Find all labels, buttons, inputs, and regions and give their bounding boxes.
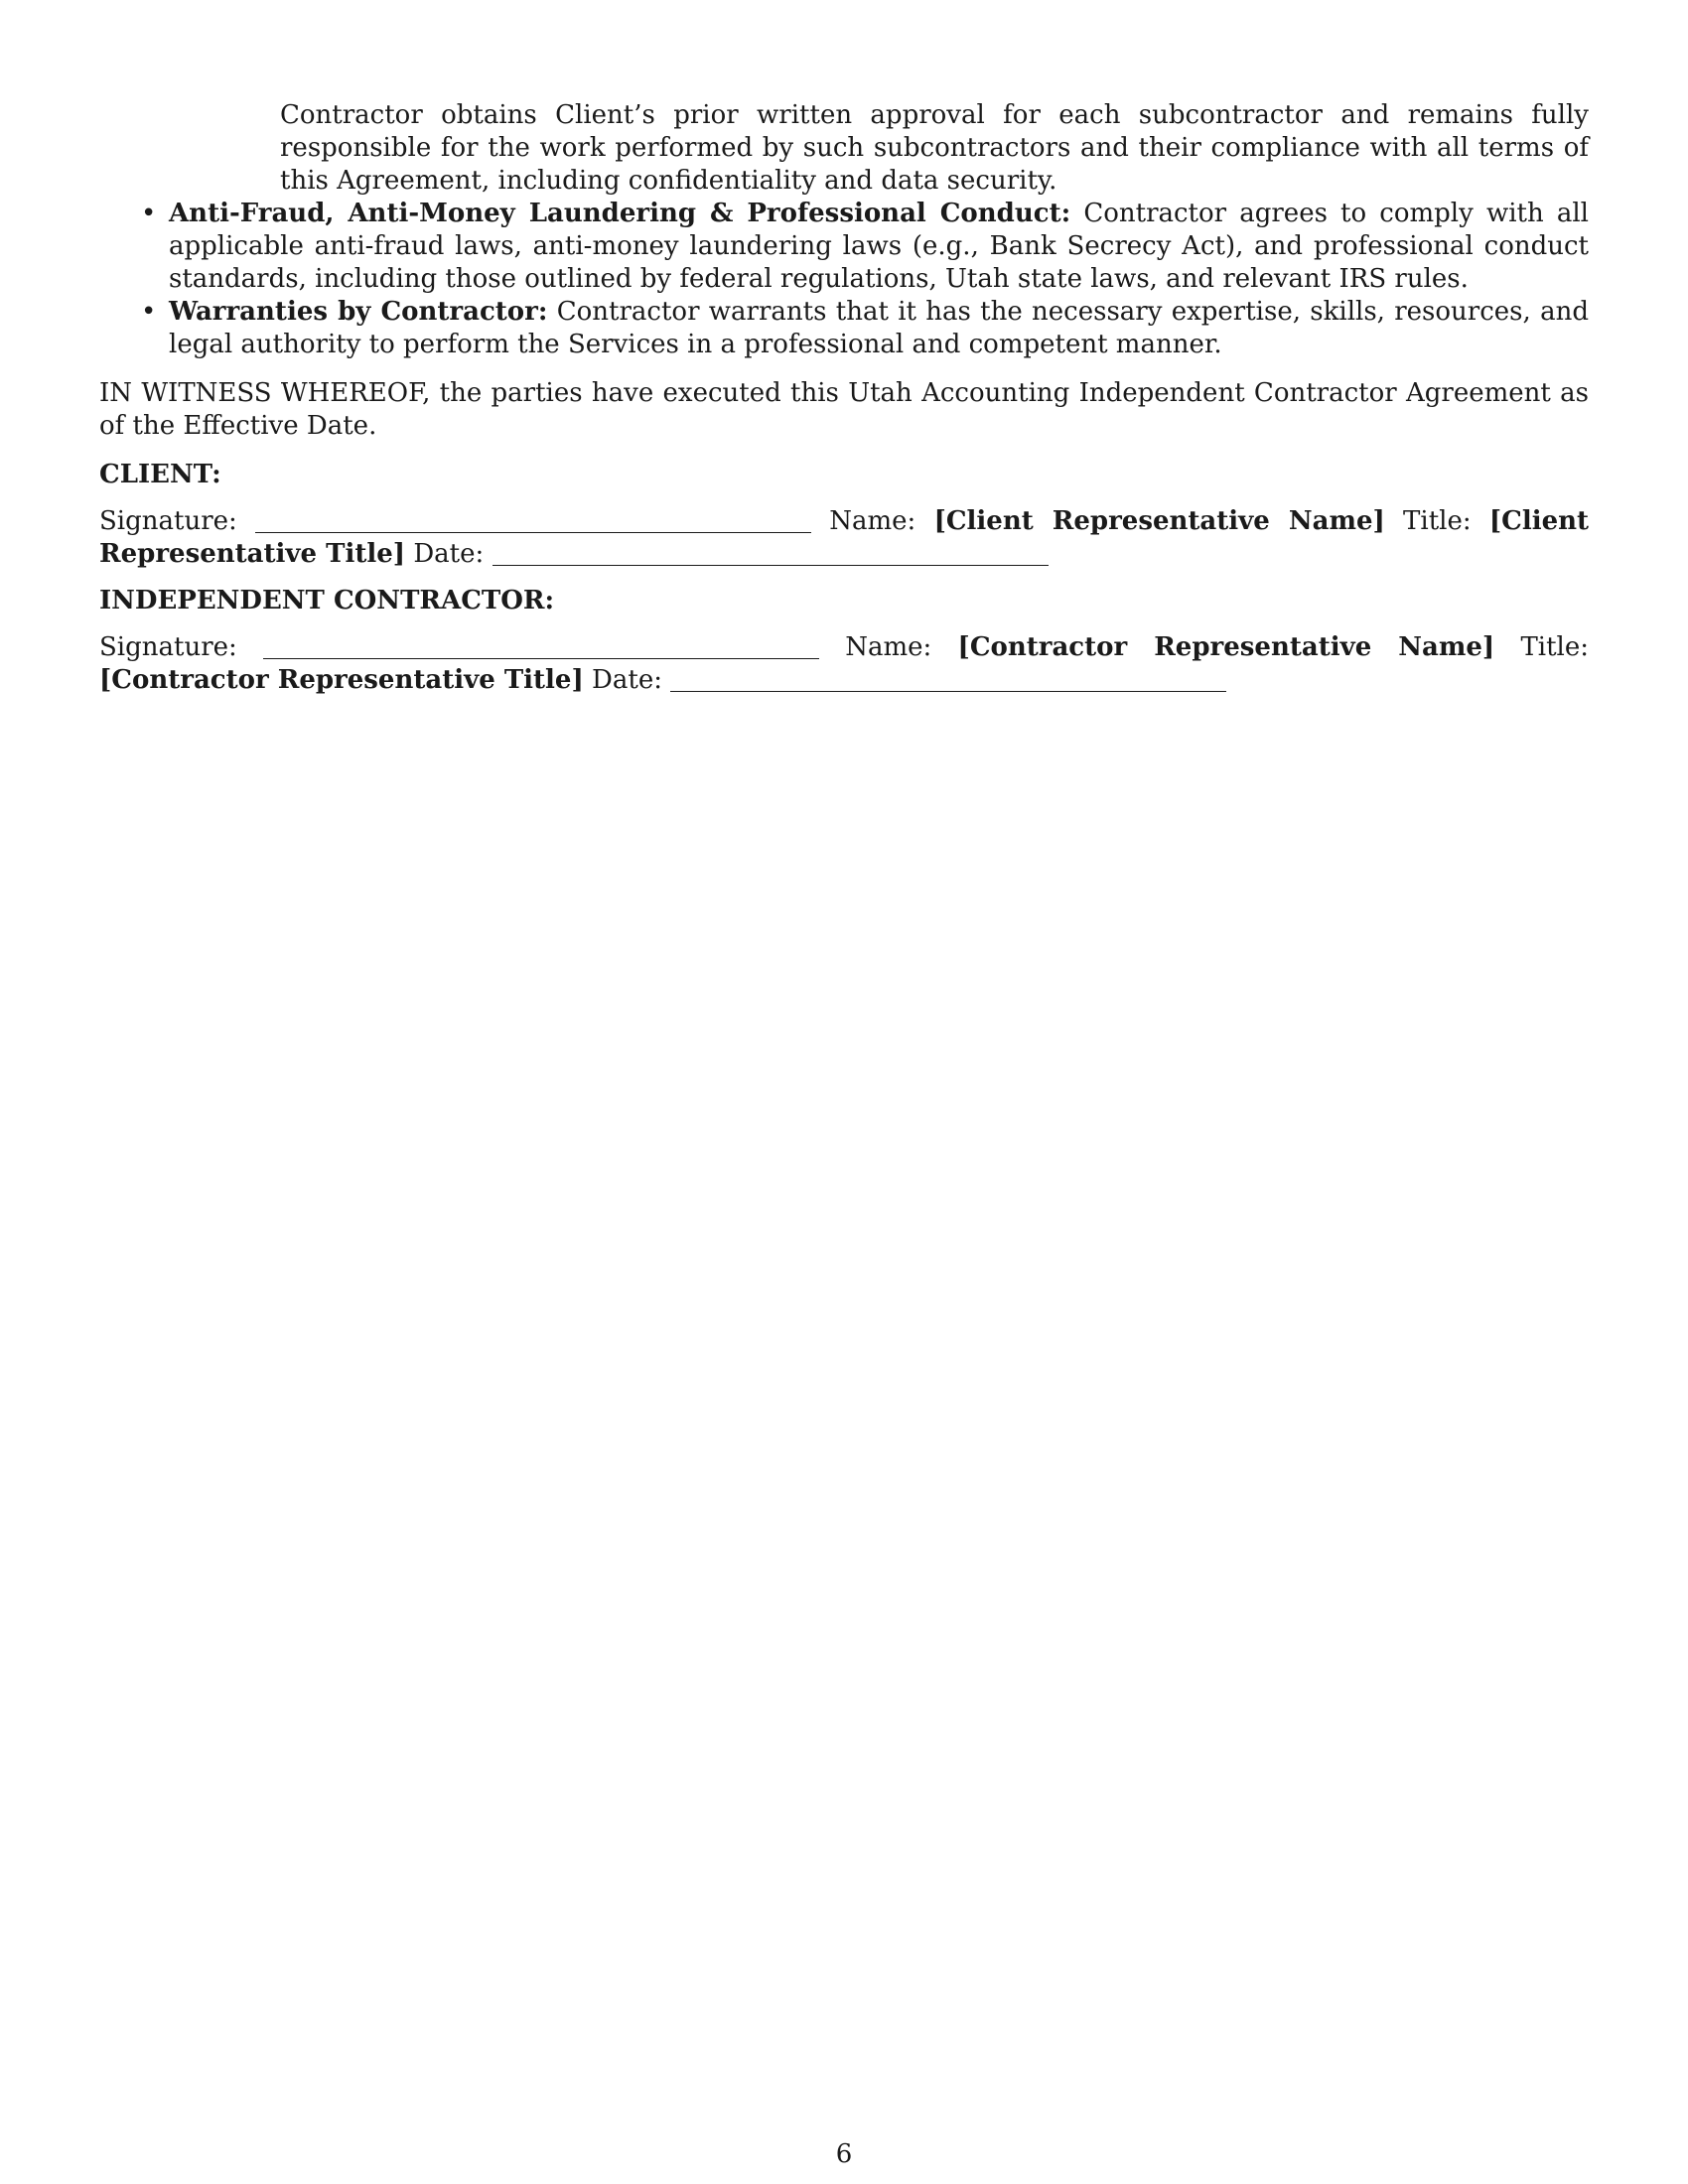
name-label: Name: [829,506,916,536]
client-heading: CLIENT: [99,460,221,489]
signature-label: Signature: [99,632,237,662]
signature-label: Signature: [99,506,237,536]
title-label: Title: [1520,632,1590,662]
name-label: Name: [845,632,932,662]
client-date-line [492,539,1049,566]
contractor-title-value: [Contractor Representative Title] [99,665,584,695]
client-signature-block [99,505,1589,571]
page-number: 6 [835,2139,853,2169]
bullet-text: Contractor agrees to comply with all applicable anti-fraud laws, anti-money laundering laws (e.g., Bank Secrecy Act), and professional conduct standards, including those outlined by federal regulations, Utah state laws, and relevant IRS rules. [169,199,1589,294]
bullet-icon: • [141,199,157,228]
contractor-name-value: [Contractor Representative Name] [957,632,1495,662]
bullet-text: Contractor warrants that it has the necessary expertise, skills, resources, and legal authority to perform the Services in a professional and competent manner. [169,297,1589,359]
client-title-value: [Client Representative Title] [99,506,1590,569]
contractor-signature-block [99,631,1589,697]
contractor-heading: INDEPENDENT CONTRACTOR: [99,586,555,615]
bullet-item-anti-fraud [99,198,1589,296]
continued-paragraph: Contractor obtains Client’s prior written approval for each subcontractor and remains fully responsible for the work performed by such subcontractors and their compliance with all terms of this Agreement, including confidentiality and data security. [280,100,1589,196]
title-label: Title: [1403,506,1472,536]
date-label: Date: [413,539,485,569]
client-name-value: [Client Representative Name] [933,506,1385,536]
bullet-label: Anti-Fraud, Anti-Money Laundering & Professional Conduct: [169,199,1071,228]
bullet-list [99,198,1589,361]
contractor-date-line [670,665,1226,692]
date-label: Date: [592,665,662,695]
client-signature-line [255,506,811,533]
bullet-item-warranties [99,296,1589,361]
document-page [99,99,1589,697]
bullet-icon: • [141,297,157,327]
bullet-label: Warranties by Contractor: [169,297,548,327]
contractor-signature-line [263,632,819,659]
witness-paragraph: IN WITNESS WHEREOF, the parties have executed this Utah Accounting Independent Contractor Agreement as of the Effective Date. [99,378,1589,441]
